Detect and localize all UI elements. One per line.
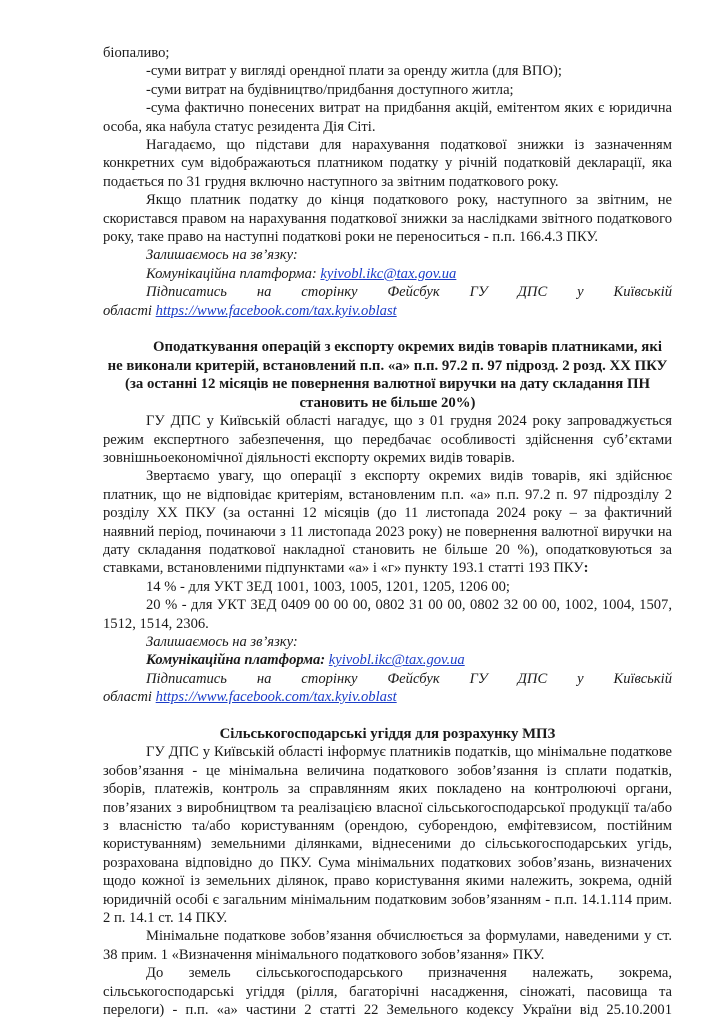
facebook-link[interactable]: https://www.facebook.com/tax.kyiv.oblast — [155, 302, 397, 319]
paragraph-deduction-not-carried: Якщо платник податку до кінця податкового року, наступного за звітним, не скористався правом на нарахування податкової знижки за наслідками звітного податкового року, таке право на наступні податкові роки не переноситься - п.п. 166.4.3 ПКУ. — [103, 192, 672, 246]
platform-label: Комунікаційна платформа: — [146, 265, 317, 282]
section-title-agricultural-land: Сільськогосподарські угіддя для розрахунку МПЗ — [219, 726, 556, 742]
subscribe-line: Підписатись на сторінку Фейсбук ГУ ДПС у Київській — [146, 670, 672, 687]
document-page — [103, 44, 672, 1020]
stay-in-touch-label: Залишаємось на зв’язку: — [146, 633, 298, 650]
list-item: -суми витрат на будівництво/придбання доступного житла; — [146, 81, 514, 98]
email-link[interactable]: kyivobl.ikc@tax.gov.ua — [328, 652, 465, 669]
spacer — [103, 707, 672, 725]
rate-14-percent: 14 % - для УКТ ЗЕД 1001, 1003, 1005, 1201, 1205, 1206 00; — [146, 578, 510, 595]
list-item: -сума фактично понесених витрат на придбання акцій, емітентом яких є юридична особа, яка набула статус резидента Дія Сіті. — [103, 100, 672, 135]
spacer — [103, 320, 672, 338]
subscribe-line: Підписатись на сторінку Фейсбук ГУ ДПС у Київській — [146, 284, 672, 301]
paragraph-minimum-tax-liability: ГУ ДПС у Київській області інформує платників податків, що мінімальне податкове зобов’язання - це мінімальна величина податкового зобов’язання із сплати податків, зборів, платежів, контроль за справлянням яких покладено на контролюючі органи, пов’язаних з виробництвом та реалізацією власної сільськогосподарської продукції та/або з власністю та/або користуванням (орендою, суборендою, емфітевзисом, постійним користуванням) земельними ділянками, віднесеними до сільськогосподарських угідь, розрахована відповідно до ПКУ. Сума мінімальних податкових зобов’язань, визначених щодо кожної із земельних ділянок, право користування якими належить, зокрема, одній юридичній особі є загальним мінімальним податковим зобов’язанням - п.п. 14.1.114 прим. 2 п. 14.1 ст. 14 ПКУ. — [103, 744, 672, 927]
platform-label: Комунікаційна платформа: — [146, 652, 326, 669]
facebook-link[interactable]: https://www.facebook.com/tax.kyiv.oblast — [155, 689, 397, 706]
paragraph-tax-deduction-reminder: Нагадаємо, що підстави для нарахування податкової знижки із зазначенням конкретних сум відображаються платником податку у річній податковій декларації, яка подається по 31 грудня включно наступного за звітним податкового року. — [103, 137, 672, 190]
list-item: -суми витрат у вигляді орендної плати за оренду житла (для ВПО); — [146, 63, 562, 80]
rate-20-percent: 20 % - для УКТ ЗЕД 0409 00 00 00, 0802 31 00 00, 0802 32 00 00, 1002, 1004, 1507, 1512, 1514, 2306. — [103, 597, 672, 632]
paragraph-agricultural-land-definition: До земель сільськогосподарського призначення належать, зокрема, сільськогосподарські угіддя (рілля, багаторічні насадження, сіножаті, пасовища та перелоги) - п.п. «а» частини 2 статті 22 Земельного кодексу України від 25.10.2001 — [103, 965, 672, 1019]
stay-in-touch-label: Залишаємось на зв’язку: — [146, 247, 298, 264]
email-link[interactable]: kyivobl.ikc@tax.gov.ua — [320, 265, 457, 282]
paragraph-export-operations: Звертаємо увагу, що операції з експорту окремих видів товарів, які здійснює платник, що не відповідає критеріям, встановленим п.п. «а» п.п. 97.2 п. 97 підрозділу 2 розділу ХХ ПКУ (за останні 12 місяців (до 11 листопада 2024 року – за фактичний наявний період, починаючи з 11 листопада 2023 року) не повернення валютної виручки на дату складання податкової накладної становить не більше 20 %), оподатковуються за ставками, встановленими підпунктами «а» і «г» пункту 193.1 статті 193 ПКУ: — [103, 468, 672, 577]
communication-platform-line — [103, 265, 672, 283]
paragraph-calculation-formulas: Мінімальне податкове зобов’язання обчислюється за формулами, наведеними у ст. 38 прим. 1 «Визначення мінімального податкового зобов’язання» ПКУ. — [103, 928, 672, 963]
communication-platform-line — [103, 651, 672, 669]
section-title-export-taxation: Оподаткування операцій з експорту окремих видів товарів платниками, які не виконали критерій, встановлений п.п. «а» п.п. 97.2 п. 97 підрозд. 2 розд. ХХ ПКУ (за останні 12 місяців не повернення валютної виручки на дату складання ПН становить не більше 20%) — [107, 339, 668, 411]
subscribe-line-end: області https://www.facebook.com/tax.kyiv.oblast — [103, 302, 397, 319]
paragraph-expert-support-regime: ГУ ДПС у Київській області нагадує, що з 01 грудня 2024 року запроваджується режим експертного забезпечення, що передбачає особливості здійснення суб’єктами зовнішньоекономічної діяльності експорту окремих видів товарів. — [103, 413, 672, 466]
paragraph-continuation: біопаливо; — [103, 45, 170, 61]
subscribe-line-end: області https://www.facebook.com/tax.kyiv.oblast — [103, 689, 397, 706]
